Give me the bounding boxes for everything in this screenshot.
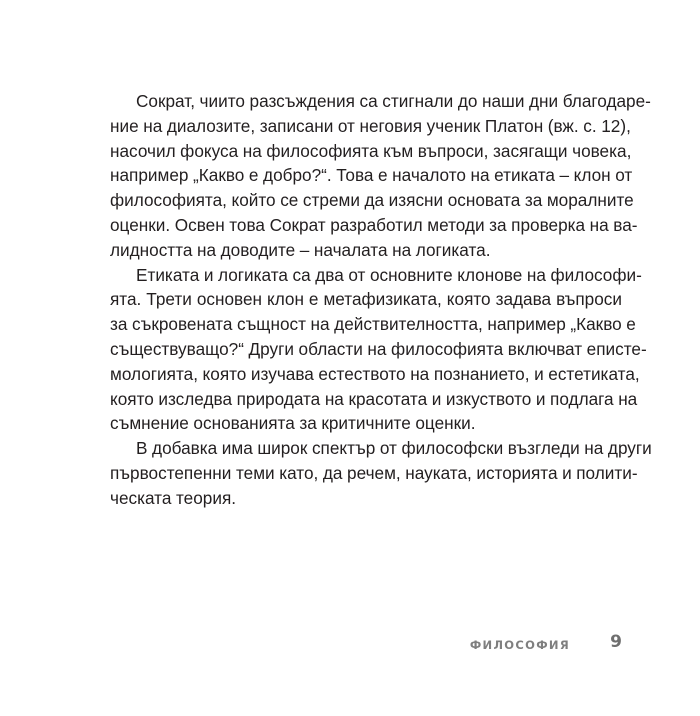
text-line: Сократ, чиито разсъждения са стигнали до наши дни благодаре- — [136, 91, 651, 111]
text-line: първостепенни теми като, да речем, науката, историята и полити- — [110, 462, 638, 483]
paragraph-branches — [88, 263, 647, 437]
text-line: ние на диалозите, записани от неговия ученик Платон (вж. с. 12), — [110, 115, 631, 136]
text-line: оценки. Освен това Сократ разработил методи за проверка на ва- — [110, 214, 638, 235]
text-line: философията, който се стреми да изясни основата за моралните — [110, 190, 634, 211]
text-line: ческата теория. — [110, 487, 237, 508]
text-line: например „Какво е добро?“. Това е началото на етиката – клон от — [110, 165, 633, 186]
body-text — [88, 89, 652, 511]
text-line: ята. Трети основен клон е метафизиката, която задава въпроси — [110, 289, 622, 310]
text-line: съмнение основанията за критичните оценки. — [110, 413, 476, 434]
paragraph-other-views — [88, 436, 652, 510]
text-line: лидността на доводите – началата на логиката. — [110, 239, 491, 260]
text-line: Етиката и логиката са два от основните клонове на философи- — [136, 264, 642, 285]
paragraph-socrates — [88, 89, 651, 263]
text-line: В добавка има широк спектър от философски възгледи на други — [136, 438, 652, 459]
text-line: насочил фокуса на философията към въпроси, засягащи човека, — [110, 140, 632, 161]
page-number: 9 — [610, 632, 622, 652]
page-footer — [88, 632, 622, 656]
text-line: мологията, която изучава естеството на познанието, и естетиката, — [110, 363, 640, 384]
text-line: която изследва природата на красотата и изкуството и подлага на — [110, 388, 638, 409]
text-line: съществуващо?“ Други области на философията включват еписте- — [110, 338, 647, 359]
running-section-title: ФИЛОСОФИЯ — [469, 638, 570, 652]
text-line: за съкровената същност на действителността, например „Какво е — [110, 314, 636, 335]
